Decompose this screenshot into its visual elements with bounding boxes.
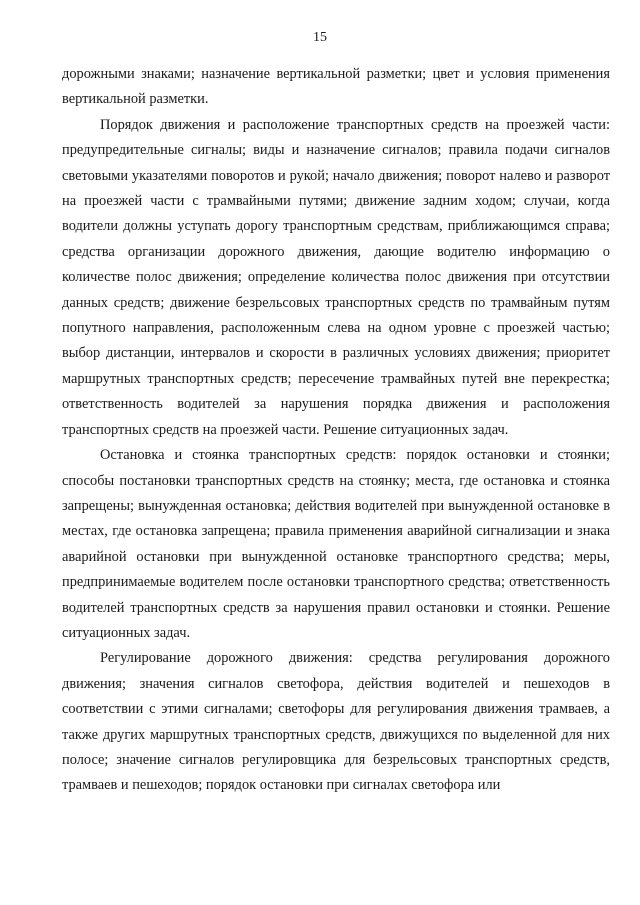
- paragraph-stopping-parking: Остановка и стоянка транспортных средств: порядок остановки и стоянки; способы постановки транспортных средств на стоянку; места, где остановка и стоянка запрещены; вынужденная остановка; действия водителей при вынужденной остановке в местах, где остановка запрещена; правила применения аварийной сигнализации и знака аварийной остановки при вынужденной остановке транспортного средства; меры, предпринимаемые водителем после остановки транспортного средства; ответственность водителей транспортных средств за нарушения правил остановки и стоянки. Решение ситуационных задач.: [62, 447, 610, 641]
- paragraph-traffic-regulation: Регулирование дорожного движения: средства регулирования дорожного движения; значения сигналов светофора, действия водителей и пешеходов в соответствии с этими сигналами; светофоры для регулирования движения трамваев, а также других маршрутных транспортных средств, движущихся по выделенной для них полосе; значение сигналов регулировщика для безрельсовых транспортных средств, трамваев и пешеходов; порядок остановки при сигналах светофора или: [62, 650, 610, 794]
- document-body: [62, 62, 610, 799]
- paragraph-continued: дорожными знаками; назначение вертикальной разметки; цвет и условия применения вертикальной разметки.: [62, 66, 610, 108]
- page-number: 15: [313, 30, 327, 45]
- paragraph-traffic-order: Порядок движения и расположение транспортных средств на проезжей части: предупредительные сигналы; виды и назначение сигналов; правила подачи сигналов световыми указателями поворотов и рукой; начало движения; поворот налево и разворот на проезжей части с трамвайными путями; движение задним ходом; случаи, когда водители должны уступать дорогу транспортным средствам, приближающимся справа; средства организации дорожного движения, дающие водителю информацию о количестве полос движения; определение количества полос движения при отсутствии данных средств; движение безрельсовых транспортных средств по трамвайным путям попутного направления, расположенным слева на одном уровне с проезжей частью; выбор дистанции, интервалов и скорости в различных условиях движения; приоритет маршрутных транспортных средств; пересечение трамвайных путей вне перекрестка; ответственность водителей за нарушения порядка движения и расположения транспортных средств на проезжей части. Решение ситуационных задач.: [62, 116, 610, 438]
